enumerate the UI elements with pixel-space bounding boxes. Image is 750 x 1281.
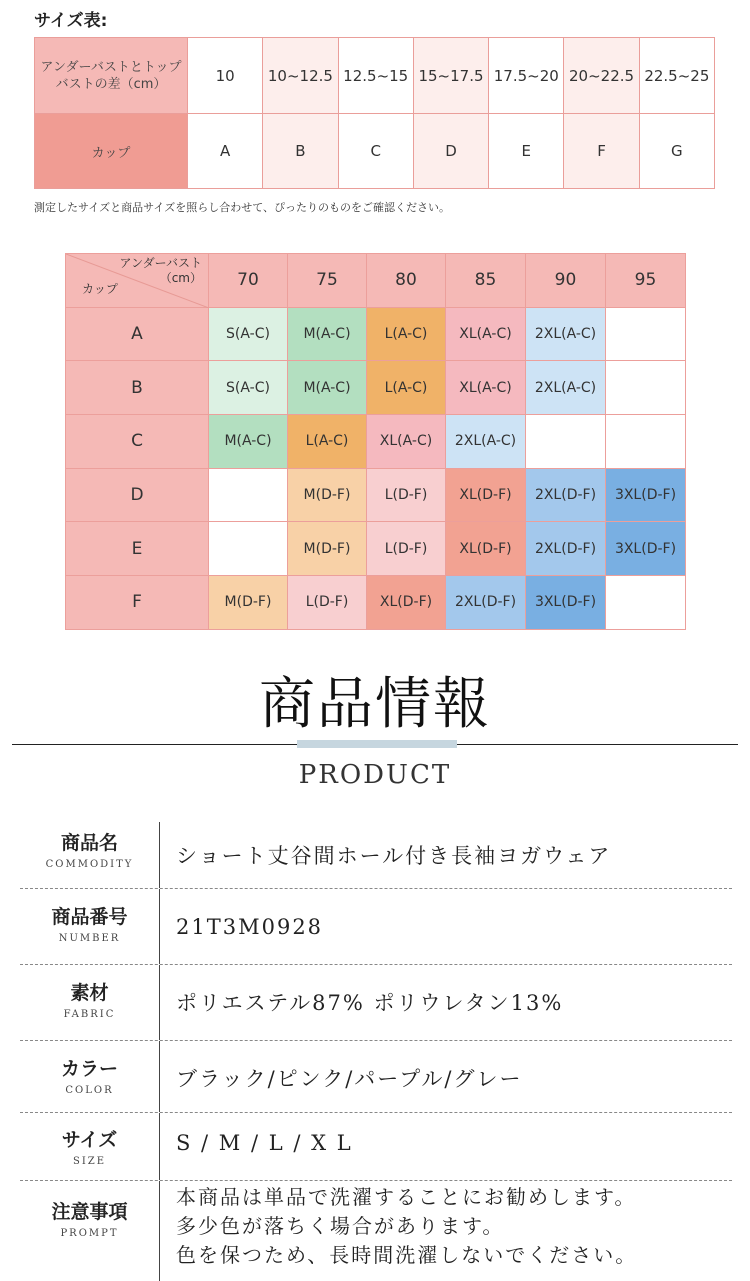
info-label [20, 822, 160, 888]
info-value: S / M / L / X L [176, 1131, 353, 1155]
info-label-en: COMMODITY [45, 859, 134, 870]
info-row-size [20, 1113, 732, 1181]
section-subheading: PRODUCT [298, 760, 452, 790]
info-label [20, 965, 160, 1040]
size-cell: L(D-F) [367, 522, 446, 576]
size-cell: S(A-C) [209, 361, 288, 415]
size-cell [606, 361, 686, 415]
info-row-color [20, 1041, 732, 1113]
cup-cell: F [564, 114, 639, 189]
section-heading: 商品情報 [259, 672, 491, 737]
size-row-f [66, 576, 686, 630]
size-row-d [66, 468, 686, 522]
info-label-en: PROMPT [60, 1228, 119, 1239]
size-cell: 3XL(D-F) [606, 522, 686, 576]
size-cell [526, 415, 606, 469]
size-cell: 2XL(D-F) [526, 522, 606, 576]
difference-cell: 22.5~25 [639, 38, 714, 114]
cup-row-label: A [66, 307, 209, 361]
cup-row-label: F [66, 576, 209, 630]
info-label [20, 889, 160, 964]
difference-cell: 15~17.5 [413, 38, 488, 114]
size-cell: S(A-C) [209, 307, 288, 361]
size-cell: 2XL(D-F) [526, 468, 606, 522]
cup-row-header: カップ [35, 114, 188, 189]
info-value: ショート丈谷間ホール付き長袖ヨガウェア [176, 844, 612, 868]
cup-cell: D [413, 114, 488, 189]
difference-cell: 12.5~15 [338, 38, 413, 114]
size-chart-table [65, 253, 686, 630]
column-header: 80 [367, 254, 446, 308]
size-cell: XL(D-F) [367, 576, 446, 630]
size-cell: XL(A-C) [446, 307, 526, 361]
column-header: 90 [526, 254, 606, 308]
size-cell: 2XL(A-C) [446, 415, 526, 469]
size-cell: M(D-F) [209, 576, 288, 630]
size-cell [209, 468, 288, 522]
info-label-jp: サイズ [61, 1129, 118, 1151]
size-cell: 3XL(D-F) [606, 468, 686, 522]
size-chart-title: サイズ表: [34, 11, 108, 31]
cup-cell: B [263, 114, 338, 189]
info-value: ポリエステル87% ポリウレタン13% [176, 991, 564, 1015]
difference-row-header: アンダーバストとトップバストの差（cm） [35, 38, 188, 114]
difference-row [35, 38, 715, 114]
prompt-line: 色を保つため、長時間洗濯しないでください。 [176, 1243, 638, 1267]
size-cell: XL(D-F) [446, 522, 526, 576]
info-label-jp: 商品番号 [51, 906, 128, 928]
size-cell: 3XL(D-F) [526, 576, 606, 630]
difference-cell: 17.5~20 [489, 38, 564, 114]
size-cell [209, 522, 288, 576]
cup-row-label: B [66, 361, 209, 415]
info-row-fabric [20, 965, 732, 1041]
cup-row-label: E [66, 522, 209, 576]
measurement-note: 測定したサイズと商品サイズを照らし合わせて、ぴったりのものをご確認ください。 [34, 201, 451, 214]
size-row-b [66, 361, 686, 415]
info-label-en: NUMBER [58, 933, 121, 944]
size-cell: L(A-C) [367, 361, 446, 415]
prompt-line: 多少色が落ちく場合があります。 [176, 1214, 505, 1238]
size-cell [606, 415, 686, 469]
info-label-jp: カラー [60, 1058, 118, 1080]
size-cell: 2XL(A-C) [526, 361, 606, 415]
difference-cell: 20~22.5 [564, 38, 639, 114]
column-header: 75 [288, 254, 367, 308]
size-cell: M(D-F) [288, 468, 367, 522]
corner-cup-label: カップ [82, 281, 118, 296]
info-label-en: FABRIC [63, 1009, 116, 1020]
info-row-prompt [20, 1181, 732, 1281]
info-label-jp: 素材 [70, 982, 109, 1004]
cup-cell: E [489, 114, 564, 189]
underbust-unit-text: （cm） [159, 271, 202, 285]
cup-cell: G [639, 114, 714, 189]
difference-cell: 10~12.5 [263, 38, 338, 114]
size-row-c [66, 415, 686, 469]
cup-row-label: D [66, 468, 209, 522]
info-label [20, 1181, 160, 1281]
size-cell: M(D-F) [288, 522, 367, 576]
underbust-label-text: アンダーバスト [119, 256, 202, 270]
table-corner-cell [66, 254, 209, 308]
cup-row-label: C [66, 415, 209, 469]
divider-accent [297, 740, 457, 748]
size-cell [606, 307, 686, 361]
info-label-en: SIZE [72, 1156, 107, 1167]
cup-cell: C [338, 114, 413, 189]
column-header: 95 [606, 254, 686, 308]
size-cell: L(D-F) [367, 468, 446, 522]
info-label-jp: 注意事項 [51, 1201, 128, 1223]
size-cell: L(A-C) [367, 307, 446, 361]
size-cell [606, 576, 686, 630]
size-chart-header-row [66, 254, 686, 308]
size-cell: XL(A-C) [446, 361, 526, 415]
column-header: 85 [446, 254, 526, 308]
info-row-number [20, 889, 732, 965]
cup-difference-table [34, 37, 715, 189]
info-label [20, 1041, 160, 1112]
cup-row [35, 114, 715, 189]
info-label-en: COLOR [65, 1085, 114, 1096]
size-cell: 2XL(A-C) [526, 307, 606, 361]
info-label [20, 1113, 160, 1180]
column-header: 70 [209, 254, 288, 308]
product-info-list [20, 822, 732, 1281]
size-row-a [66, 307, 686, 361]
size-cell: L(A-C) [288, 415, 367, 469]
prompt-line: 本商品は単品で洗濯することにお勧めします。 [176, 1185, 637, 1209]
size-cell: M(A-C) [288, 361, 367, 415]
info-value [176, 1183, 637, 1270]
cup-cell: A [188, 114, 263, 189]
size-cell: XL(D-F) [446, 468, 526, 522]
info-value: 21T3M0928 [176, 915, 324, 939]
size-row-e [66, 522, 686, 576]
size-cell: M(A-C) [288, 307, 367, 361]
size-cell: XL(A-C) [367, 415, 446, 469]
info-value: ブラック/ピンク/パープル/グレー [176, 1067, 523, 1091]
size-cell: L(D-F) [288, 576, 367, 630]
size-cell: M(A-C) [209, 415, 288, 469]
difference-cell: 10 [188, 38, 263, 114]
corner-underbust-label [120, 256, 202, 286]
info-row-commodity [20, 822, 732, 889]
info-label-jp: 商品名 [60, 832, 118, 854]
size-cell: 2XL(D-F) [446, 576, 526, 630]
